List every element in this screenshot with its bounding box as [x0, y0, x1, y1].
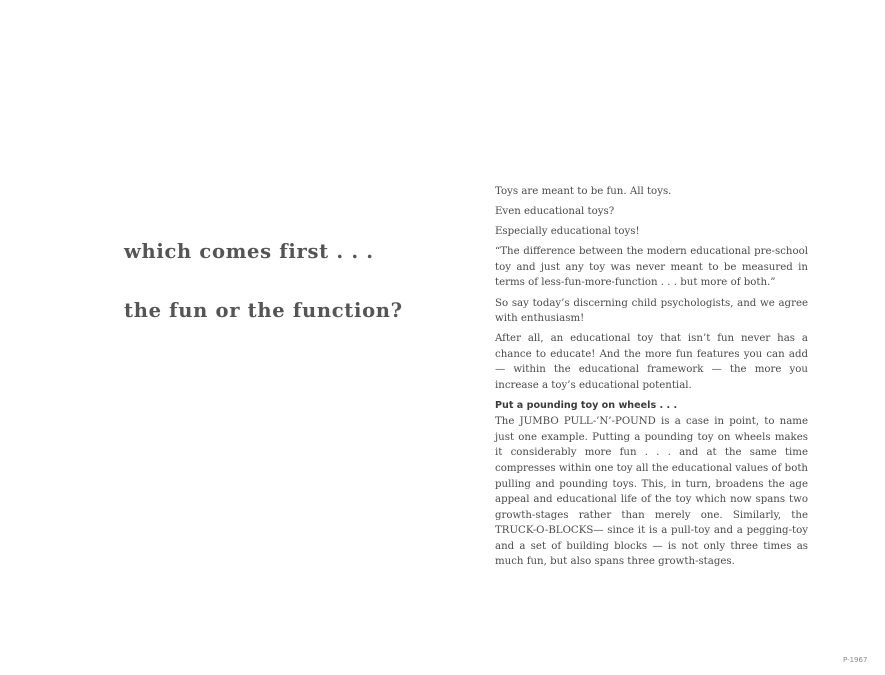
paragraph-even-educational: Even educational toys?	[495, 206, 615, 218]
subhead-pounding-toy: Put a pounding toy on wheels . . .	[495, 400, 678, 412]
paragraph-toys-fun: Toys are meant to be fun. All toys.	[495, 186, 672, 197]
headline-which-comes-first: which comes first . . .	[124, 240, 374, 263]
paragraph-especially-educational: Especially educational toys!	[495, 226, 640, 238]
page-code: P-1967	[843, 656, 868, 664]
paragraph-jumbo-pull-n-pound: The JUMBO PULL-’N’-POUND is a case in point, to name just one example. Putting a pounding toy on wheels makes it considerably more fun . . . and at the same time compresses within one toy all the educational values of both pulling and pounding toys. This, in turn, broadens the age appeal and educational life of the toy which now spans two growth-stages rather than merely one. Similarly, the TRUCK-O-BLOCKS— since it is a pull-toy and a pegging-toy and a set of building blocks — is not only three times as much fun, but also spans three growth-stages.	[495, 416, 808, 568]
headline-fun-or-function: the fun or the function?	[124, 299, 403, 322]
body-text-column	[495, 184, 808, 570]
paragraph-quote: “The difference between the modern educational pre-school toy and just any toy was never meant to be measured in terms of less-fun-more-function . . . but more of both.”	[495, 246, 808, 289]
paragraph-psychologists: So say today’s discerning child psychologists, and we agree with enthusiasm!	[495, 297, 808, 325]
paragraph-educational-potential: After all, an educational toy that isn’t fun never has a chance to educate! And the more fun features you can add — within the educational framework — the more you increase a toy’s educational potential.	[495, 333, 808, 392]
